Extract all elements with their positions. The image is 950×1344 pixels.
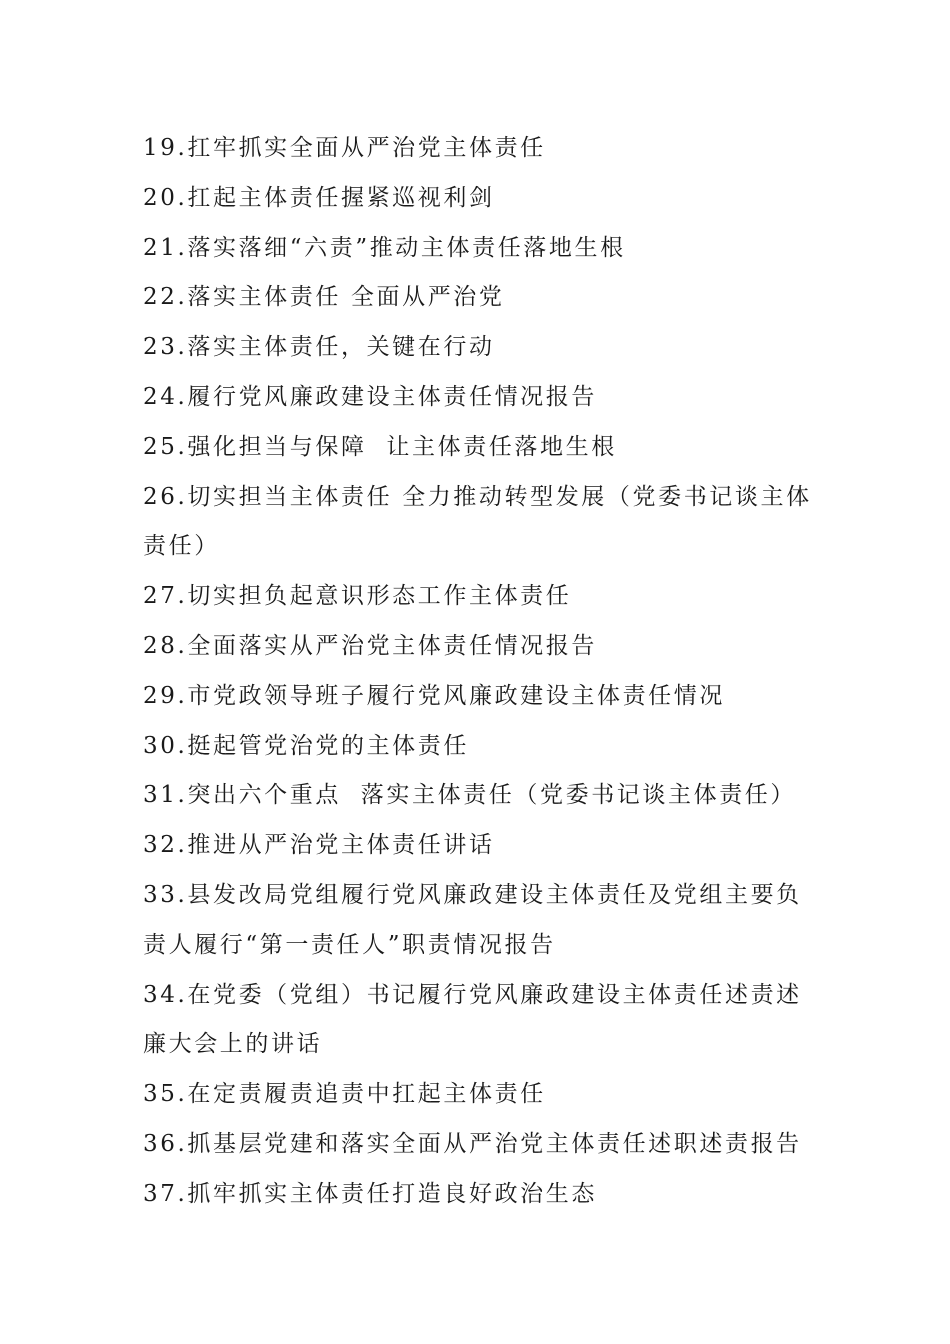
list-item: 25.强化担当与保障 让主体责任落地生根 [143,433,617,460]
list-item: 37.抓牢抓实主体责任打造良好政治生态 [143,1180,597,1207]
list-item: 22.落实主体责任 全面从严治党 [143,284,505,311]
list-item: 23.落实主体责任，关键在行动 [143,334,495,361]
list-item: 19.扛牢抓实全面从严治党主体责任 [143,135,546,161]
list-item: 26.切实担当主体责任 全力推动转型发展（党委书记谈主体责任） [143,483,812,560]
list-item: 29.市党政领导班子履行党风廉政建设主体责任情况 [143,682,725,709]
list-item: 27.切实担负起意识形态工作主体责任 [143,583,572,610]
list-item: 24.履行党风廉政建设主体责任情况报告 [143,383,597,410]
list-item: 34.在党委（党组）书记履行党风廉政建设主体责任述责述廉大会上的讲话 [143,981,802,1058]
title-list [143,124,823,1220]
list-item: 33.县发改局党组履行党风廉政建设主体责任及党组主要负责人履行“第一责任人”职责情况报告 [143,881,802,958]
list-item: 21.落实落细“六责”推动主体责任落地生根 [143,234,626,261]
list-item: 35.在定责履责追责中扛起主体责任 [143,1081,546,1108]
list-item: 28.全面落实从严治党主体责任情况报告 [143,632,597,659]
list-item: 20.扛起主体责任握紧巡视利剑 [143,184,495,211]
list-item: 36.抓基层党建和落实全面从严治党主体责任述职述责报告 [143,1130,802,1157]
list-item: 30.挺起管党治党的主体责任 [143,732,469,759]
list-item: 31.突出六个重点 落实主体责任（党委书记谈主体责任） [143,782,796,809]
list-item: 32.推进从严治党主体责任讲话 [143,832,495,859]
